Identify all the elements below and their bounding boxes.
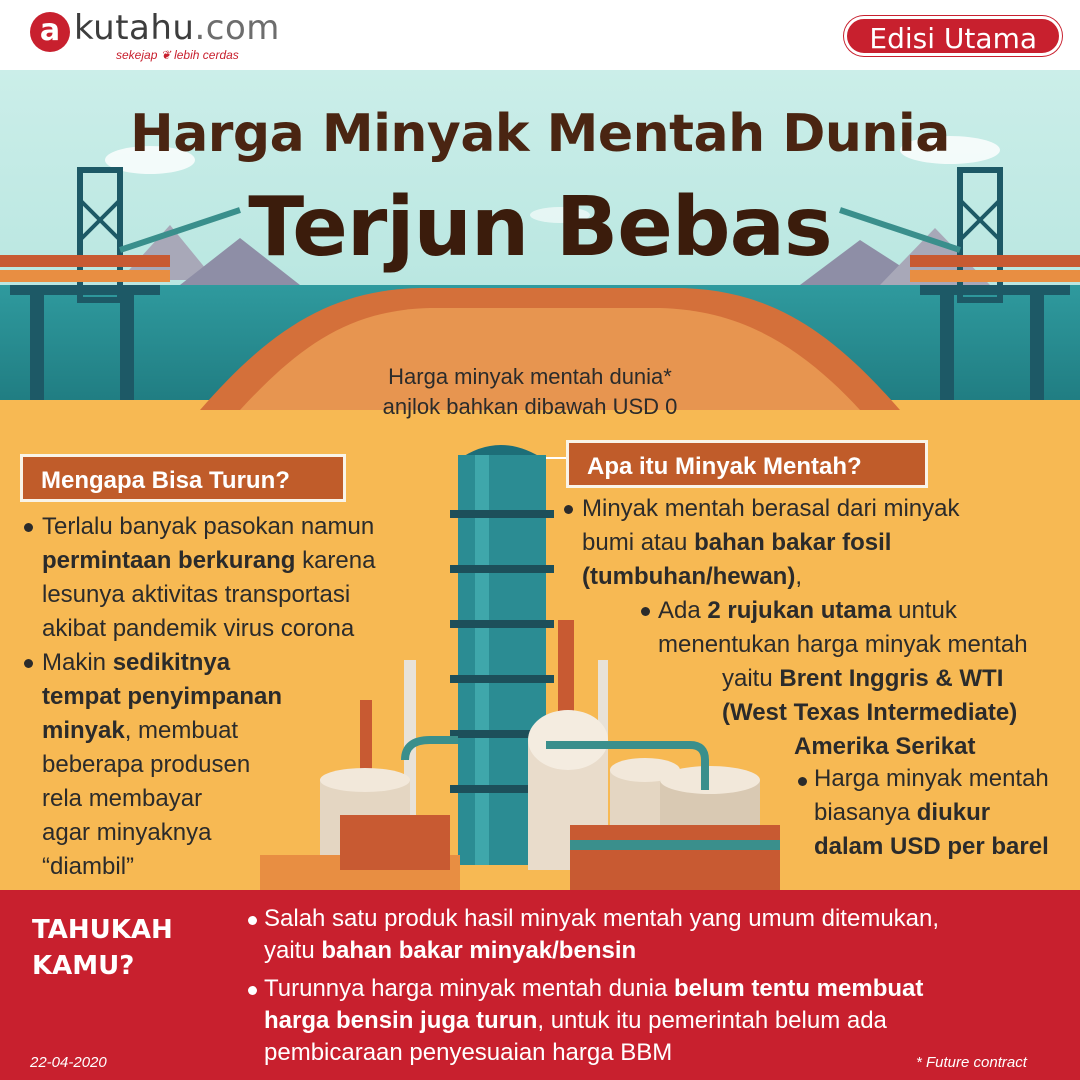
text-fragment: Turunnya harga minyak mentah dunia: [264, 975, 675, 1002]
heading-line: TAHUKAH: [32, 915, 173, 945]
text-line: [658, 662, 1078, 696]
text-line: [264, 1005, 1064, 1037]
publish-date: 22-04-2020: [30, 1054, 107, 1071]
text-line: agar minyaknya: [42, 819, 212, 846]
text-fragment: Makin: [42, 649, 113, 676]
text-line: rela membayar: [42, 785, 203, 812]
bullet-icon: [24, 659, 33, 668]
text-line: [264, 973, 1064, 1005]
text-fragment: karena: [295, 547, 376, 574]
text-line: [582, 526, 1072, 560]
emphasis-text: minyak: [42, 717, 125, 744]
heading-line: KAMU?: [32, 951, 135, 981]
logo-mark[interactable]: a: [30, 12, 70, 52]
text-fragment: biasanya: [814, 799, 917, 826]
what-item-3: [814, 762, 1076, 864]
text-line: [42, 646, 342, 680]
text-line: [582, 560, 1072, 594]
why-item-2: [42, 646, 342, 884]
text-line: Terlalu banyak pasokan namun: [42, 513, 375, 540]
emphasis-text: sedikitnya: [112, 649, 231, 676]
text-fragment: yaitu: [722, 665, 780, 692]
text-fragment: , untuk itu pemerintah belum ada: [537, 1007, 887, 1034]
edition-badge: Edisi Utama: [844, 16, 1062, 56]
subtitle-line: Harga minyak mentah dunia*: [388, 364, 672, 389]
text-line: beberapa produsen: [42, 751, 251, 778]
why-item-1: [42, 510, 442, 646]
footnote: * Future contract: [916, 1054, 1027, 1071]
emphasis-text: permintaan berkurang: [42, 547, 296, 574]
emphasis-text: harga bensin juga turun: [264, 1007, 538, 1034]
emphasis-text: 2 rujukan utama: [707, 597, 892, 624]
emphasis-text: Amerika Serikat: [794, 733, 976, 760]
text-line: [42, 680, 342, 714]
text-line: [814, 830, 1076, 864]
bullet-icon: [24, 523, 33, 532]
text-fragment: ,: [795, 563, 802, 590]
what-heading: Apa itu Minyak Mentah?: [566, 440, 928, 488]
what-item-2: [658, 594, 1078, 764]
subtitle-line: anjlok bahkan dibawah USD 0: [382, 394, 678, 419]
text-line: [658, 594, 1078, 628]
text-line: lesunya aktivitas transportasi: [42, 581, 351, 608]
text-fragment: bumi atau: [582, 529, 695, 556]
text-line: menentukan harga minyak mentah: [658, 631, 1028, 658]
text-line: Minyak mentah berasal dari minyak: [582, 495, 960, 522]
logo-domain: .com: [194, 8, 280, 48]
emphasis-text: Brent Inggris & WTI: [779, 665, 1004, 692]
text-line: “diambil”: [42, 853, 135, 880]
bullet-icon: [248, 916, 257, 925]
text-line: [658, 730, 1078, 764]
subtitle: [300, 362, 760, 422]
text-line: [814, 796, 1076, 830]
bullet-icon: [641, 607, 650, 616]
text-fragment: , membuat: [124, 717, 239, 744]
emphasis-text: dalam USD per barel: [814, 833, 1049, 860]
emphasis-text: diukur: [916, 799, 991, 826]
emphasis-text: bahan bakar minyak/bensin: [321, 937, 637, 964]
what-item-1: [582, 492, 1072, 594]
main-title-emphasis: Terjun Bebas: [248, 180, 832, 275]
emphasis-text: (tumbuhan/hewan): [582, 563, 796, 590]
emphasis-text: bahan bakar fosil: [694, 529, 892, 556]
emphasis-text: (West Texas Intermediate): [722, 699, 1018, 726]
text-line: Salah satu produk hasil minyak mentah yang umum ditemukan,: [264, 905, 940, 932]
why-heading: Mengapa Bisa Turun?: [20, 454, 346, 502]
text-fragment: untuk: [891, 597, 957, 624]
main-title: Harga Minyak Mentah Dunia: [130, 104, 950, 164]
logo-name: kutahu: [74, 8, 195, 48]
text-line: akibat pandemik virus corona: [42, 615, 355, 642]
bullet-icon: [798, 777, 807, 786]
text-line: [42, 714, 342, 748]
text-line: pembicaraan penyesuaian harga BBM: [264, 1039, 673, 1066]
emphasis-text: belum tentu membuat: [674, 975, 924, 1002]
text-line: Harga minyak mentah: [814, 765, 1049, 792]
bullet-icon: [248, 986, 257, 995]
emphasis-text: tempat penyimpanan: [42, 683, 283, 710]
text-fragment: Ada: [658, 597, 708, 624]
text-fragment: yaitu: [264, 937, 322, 964]
text-line: [264, 935, 1064, 967]
text-line: [42, 544, 442, 578]
did-you-know-heading: [32, 912, 173, 984]
bullet-icon: [564, 505, 573, 514]
logo-tagline: sekejap ❦ lebih cerdas: [116, 48, 239, 62]
did-you-know-item-1: [264, 903, 1064, 967]
text-line: [658, 696, 1078, 730]
